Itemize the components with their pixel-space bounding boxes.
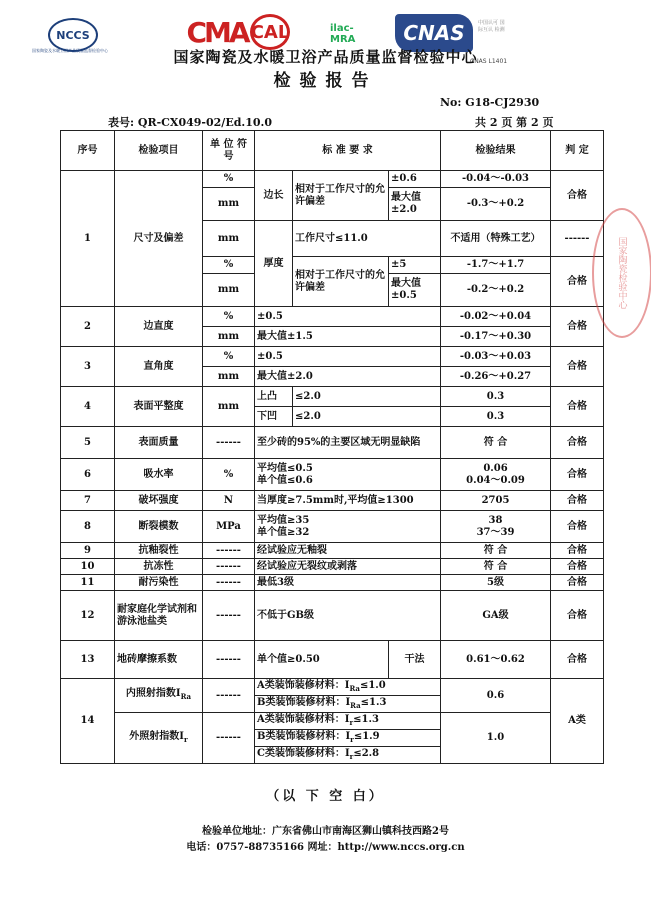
unit-cell: ------	[203, 679, 255, 713]
item-cell	[115, 679, 203, 713]
req-line: 平均值≥35	[257, 514, 310, 526]
result-cell: 5级	[441, 575, 551, 591]
seq-cell: 4	[61, 387, 115, 427]
institute-name: 国家陶瓷及水暖卫浴产品质量监督检验中心	[173, 48, 478, 66]
req-cell: ±0.5	[255, 307, 441, 327]
req-cell: 最低3级	[255, 575, 441, 591]
req-cell: ≤2.0	[293, 387, 441, 407]
req-sub: r	[349, 751, 354, 761]
req-cell: 最大值±0.5	[389, 274, 441, 307]
result-line: 37～39	[476, 526, 515, 538]
req-cell: ±0.5	[255, 347, 441, 367]
report-number: No: G18-CJ2930	[440, 96, 540, 109]
req-cell: 经试验应无釉裂	[255, 543, 441, 559]
table-row	[61, 491, 604, 511]
stamp-text: 国家陶瓷检验中心	[616, 237, 627, 309]
cnas-label: 中国认可 国际互认 检测	[478, 20, 505, 33]
item-cell: 地砖摩擦系数	[115, 641, 203, 679]
cma-logo: CMA	[186, 15, 248, 49]
ncss-logo-text: NCCS	[56, 28, 90, 42]
judge-cell: 合格	[551, 347, 604, 387]
lab-contact: 电话：0757-88735166 网址：http://www.nccs.org.cn	[186, 842, 465, 853]
cal-logo: CAL	[250, 14, 290, 50]
table-row	[61, 713, 604, 730]
item-cell: 边直度	[115, 307, 203, 347]
red-seal-stamp	[592, 208, 651, 338]
page-info: 共 2 页 第 2 页	[475, 116, 554, 129]
req-cell	[255, 730, 441, 747]
req-sub: r	[350, 734, 354, 744]
unit-cell: ------	[203, 591, 255, 641]
req-cell: ≤2.0	[293, 407, 441, 427]
ilac-logo: ilac-MRA	[330, 23, 356, 45]
judge-cell: 合格	[551, 171, 604, 221]
result-cell	[441, 511, 551, 543]
unit-cell: mm	[203, 387, 255, 427]
unit-cell: %	[203, 307, 255, 327]
unit-cell: mm	[203, 274, 255, 307]
judge-cell: 合格	[551, 257, 604, 307]
result-cell: 符 合	[441, 427, 551, 459]
item-cell: 表面平整度	[115, 387, 203, 427]
col-standard: 标 准 要 求	[255, 131, 441, 171]
col-unit: 单 位 符 号	[203, 131, 255, 171]
req-line: 单个值≥32	[257, 526, 310, 538]
result-cell: -0.26～+0.27	[441, 367, 551, 387]
item-text: 外照射指数I	[129, 730, 184, 742]
req-cell	[255, 459, 441, 491]
seq-cell: 14	[61, 679, 115, 764]
condition-cell: 干法	[389, 641, 441, 679]
req-text: B类装饰装修材料：I	[257, 696, 351, 708]
table-row	[61, 679, 604, 696]
unit-cell: mm	[203, 221, 255, 257]
judge-cell: 合格	[551, 511, 604, 543]
unit-cell: %	[203, 257, 255, 274]
judge-cell: A类	[551, 679, 604, 764]
req-cell	[255, 713, 441, 730]
result-cell: -0.03～+0.03	[441, 347, 551, 367]
seq-cell: 8	[61, 511, 115, 543]
unit-cell: ------	[203, 543, 255, 559]
result-cell: 不适用（特殊工艺）	[441, 221, 551, 257]
unit-cell: ------	[203, 713, 255, 764]
req-cell	[255, 747, 441, 764]
req-cell	[255, 679, 441, 696]
req-text: B类装饰装修材料：I	[257, 730, 351, 742]
col-result: 检验结果	[441, 131, 551, 171]
req-cell	[255, 511, 441, 543]
req-cell: ±5	[389, 257, 441, 274]
seq-cell: 1	[61, 171, 115, 307]
result-cell: 0.6	[441, 679, 551, 713]
req-cell: 至少砖的95%的主要区域无明显缺陷	[255, 427, 441, 459]
report-title: 检验报告	[273, 71, 378, 91]
seq-cell: 3	[61, 347, 115, 387]
col-item: 检验项目	[115, 131, 203, 171]
unit-cell: N	[203, 491, 255, 511]
judge-cell: 合格	[551, 641, 604, 679]
unit-cell: MPa	[203, 511, 255, 543]
table-row	[61, 387, 604, 407]
result-cell: 0.61～0.62	[441, 641, 551, 679]
req-limit: ≤1.3	[360, 696, 387, 708]
work-size-cell: 工作尺寸≤11.0	[293, 221, 441, 257]
seq-cell: 12	[61, 591, 115, 641]
req-cell: 不低于GB级	[255, 591, 441, 641]
unit-cell: mm	[203, 367, 255, 387]
seq-cell: 7	[61, 491, 115, 511]
result-cell: 0.3	[441, 407, 551, 427]
table-row	[61, 591, 604, 641]
col-seq: 序号	[61, 131, 115, 171]
table-row	[61, 543, 604, 559]
judge-cell: 合格	[551, 387, 604, 427]
result-cell: 2705	[441, 491, 551, 511]
unit-cell: %	[203, 347, 255, 367]
ncss-subtitle: 国家陶瓷及水暖卫浴产品质量监督检验中心	[32, 48, 108, 53]
table-row	[61, 559, 604, 575]
result-cell: 符 合	[441, 543, 551, 559]
req-text: A类装饰装修材料：I	[257, 713, 350, 725]
req-sub: Ra	[349, 683, 360, 693]
col-judgement: 判 定	[551, 131, 604, 171]
result-line: 38	[488, 514, 503, 526]
item-cell: 耐污染性	[115, 575, 203, 591]
judge-cell: 合格	[551, 543, 604, 559]
tolerance-label: 相对于工作尺寸的允许偏差	[293, 257, 389, 307]
edge-label: 边长	[255, 171, 293, 221]
concave-label: 下凹	[255, 407, 293, 427]
unit-cell: ------	[203, 575, 255, 591]
item-cell: 破坏强度	[115, 491, 203, 511]
item-cell: 断裂模数	[115, 511, 203, 543]
lab-address: 检验单位地址：广东省佛山市南海区狮山镇科技西路2号	[202, 826, 449, 837]
result-cell: 符 合	[441, 559, 551, 575]
seq-cell: 13	[61, 641, 115, 679]
result-cell: -0.2～+0.2	[441, 274, 551, 307]
table-row	[61, 171, 604, 188]
req-cell: 最大值±2.0	[389, 188, 441, 221]
table-row	[61, 459, 604, 491]
req-text: A类装饰装修材料：I	[257, 679, 350, 691]
item-sub: Ra	[180, 692, 192, 701]
result-cell: -0.04～-0.03	[441, 171, 551, 188]
req-limit: ≤1.0	[359, 679, 386, 691]
seq-cell: 5	[61, 427, 115, 459]
end-of-report-note: （以 下 空 白）	[266, 789, 385, 804]
item-sub: r	[183, 734, 188, 744]
result-cell: 1.0	[441, 713, 551, 764]
table-row	[61, 575, 604, 591]
item-cell: 抗冻性	[115, 559, 203, 575]
table-row	[61, 427, 604, 459]
req-text: C类装饰装修材料：I	[257, 747, 350, 759]
item-cell: 尺寸及偏差	[115, 171, 203, 307]
item-cell: 表面质量	[115, 427, 203, 459]
seq-cell: 10	[61, 559, 115, 575]
req-cell: 当厚度≥7.5mm时,平均值≥1300	[255, 491, 441, 511]
result-cell: -0.3～+0.2	[441, 188, 551, 221]
unit-cell: %	[203, 171, 255, 188]
table-row	[61, 347, 604, 367]
req-limit: ≤2.8	[353, 747, 380, 759]
unit-cell: ------	[203, 641, 255, 679]
item-text: 内照射指数I	[125, 688, 181, 699]
req-line: 单个值≤0.6	[257, 474, 313, 486]
result-cell: 0.3	[441, 387, 551, 407]
req-sub: Ra	[350, 700, 361, 710]
req-line: 平均值≤0.5	[257, 462, 313, 474]
item-cell	[115, 713, 203, 764]
req-sub: r	[349, 717, 354, 727]
item-cell: 吸水率	[115, 459, 203, 491]
unit-cell: mm	[203, 327, 255, 347]
seq-cell: 9	[61, 543, 115, 559]
result-line: 0.04～0.09	[466, 474, 525, 486]
header-row	[61, 131, 604, 171]
convex-label: 上凸	[255, 387, 293, 407]
judge-cell: 合格	[551, 307, 604, 347]
unit-cell: ------	[203, 427, 255, 459]
judge-cell: 合格	[551, 427, 604, 459]
req-limit: ≤1.3	[353, 713, 379, 725]
table-row	[61, 307, 604, 327]
judge-cell: 合格	[551, 591, 604, 641]
judge-cell: 合格	[551, 575, 604, 591]
result-cell: -0.17～+0.30	[441, 327, 551, 347]
req-cell: 最大值±1.5	[255, 327, 441, 347]
judge-cell: 合格	[551, 459, 604, 491]
seq-cell: 6	[61, 459, 115, 491]
form-number: 表号: QR-CX049-02/Ed.10.0	[108, 116, 273, 129]
seq-cell: 2	[61, 307, 115, 347]
result-cell: -0.02～+0.04	[441, 307, 551, 327]
judge-cell: 合格	[551, 559, 604, 575]
req-cell: 单个值≥0.50	[255, 641, 389, 679]
unit-cell: ------	[203, 559, 255, 575]
cnas-logo: CNAS	[395, 14, 473, 52]
req-cell: 经试验应无裂纹或剥落	[255, 559, 441, 575]
tolerance-label: 相对于工作尺寸的允许偏差	[293, 171, 389, 221]
inspection-table	[60, 130, 604, 764]
req-limit: ≤1.9	[353, 730, 380, 742]
item-cell: 直角度	[115, 347, 203, 387]
seq-cell: 11	[61, 575, 115, 591]
result-cell	[441, 459, 551, 491]
report-header	[0, 0, 651, 129]
result-cell: -1.7～+1.7	[441, 257, 551, 274]
thickness-label: 厚度	[255, 221, 293, 307]
table-row	[61, 641, 604, 679]
result-line: 0.06	[483, 462, 508, 474]
unit-cell: mm	[203, 188, 255, 221]
result-cell: GA级	[441, 591, 551, 641]
item-cell: 抗釉裂性	[115, 543, 203, 559]
req-cell	[255, 696, 441, 713]
unit-cell: %	[203, 459, 255, 491]
table-row	[61, 511, 604, 543]
judge-cell: 合格	[551, 491, 604, 511]
cnas-number: CNAS L1401	[470, 58, 508, 65]
req-cell: 最大值±2.0	[255, 367, 441, 387]
judge-cell: ------	[551, 221, 604, 257]
req-cell: ±0.6	[389, 171, 441, 188]
item-cell: 耐家庭化学试剂和游泳池盐类	[115, 591, 203, 641]
